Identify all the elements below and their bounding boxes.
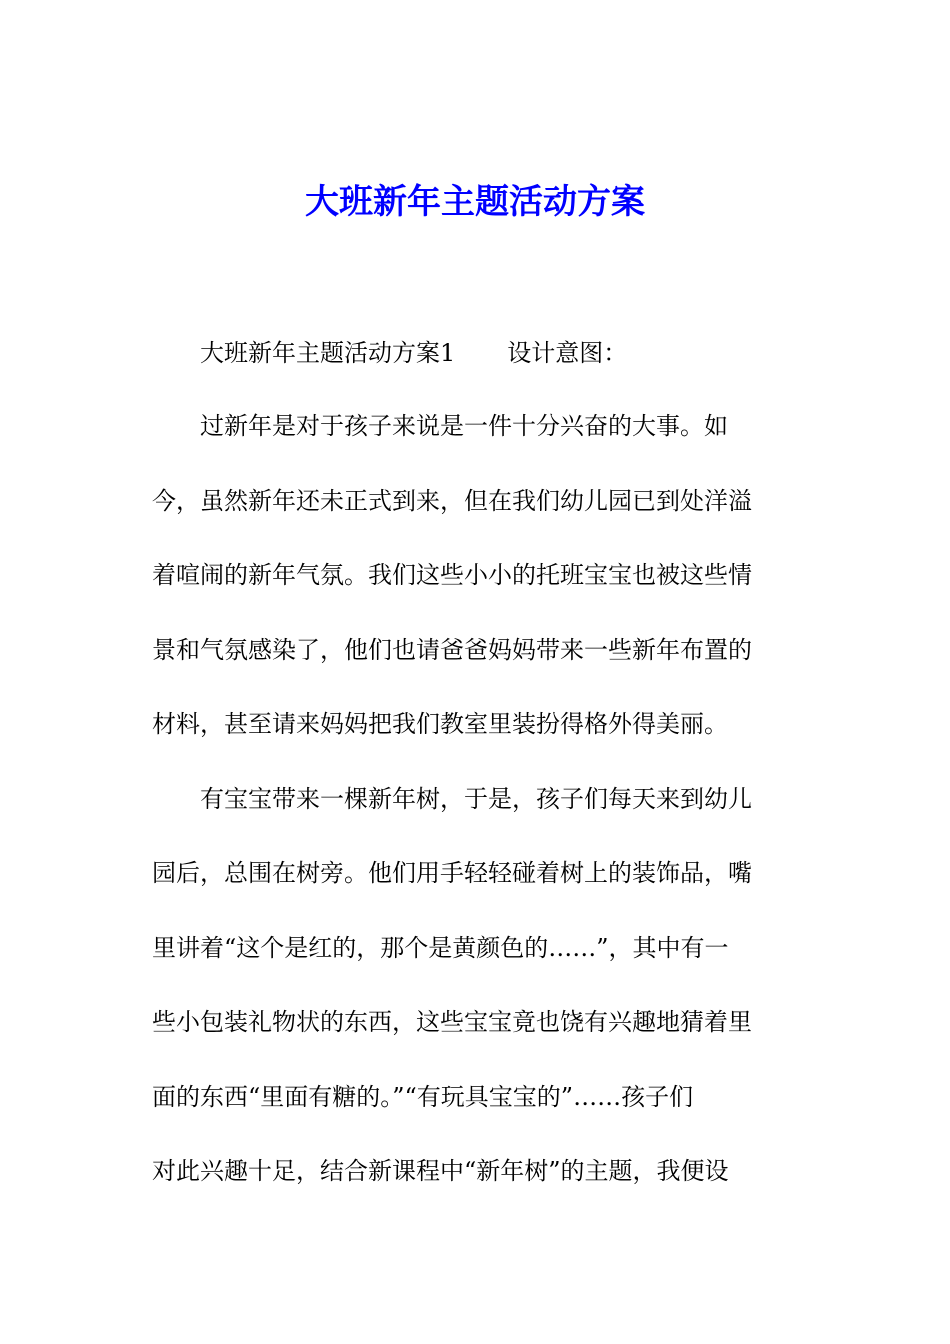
text-segment: 大班新年主题活动方案1 [200,339,456,367]
text-line: 园后，总围在树旁。他们用手轻轻碰着树上的装饰品，嘴 [152,859,752,887]
text-line: 材料，甚至请来妈妈把我们教室里装扮得格外得美丽。 [152,710,728,738]
document-title: 大班新年主题活动方案 [305,182,645,222]
text-line: 对此兴趣十足，结合新课程中“新年树”的主题，我便设 [152,1157,729,1185]
text-line: 过新年是对于孩子来说是一件十分兴奋的大事。如 [200,412,728,440]
text-line [200,333,792,373]
text-line: 里讲着“这个是红的，那个是黄颜色的……”，其中有一 [152,934,729,962]
text-line: 些小包装礼物状的东西，这些宝宝竟也饶有兴趣地猜着里 [152,1008,752,1036]
text-line: 着喧闹的新年气氛。我们这些小小的托班宝宝也被这些情 [152,561,752,589]
text-line: 面的东西“里面有糖的。”“有玩具宝宝的”……孩子们 [152,1083,694,1111]
text-segment: 设计意图： [507,339,628,367]
text-line: 今，虽然新年还未正式到来，但在我们幼儿园已到处洋溢 [152,487,752,515]
text-line: 景和气氛感染了，他们也请爸爸妈妈带来一些新年布置的 [152,636,752,664]
text-line: 有宝宝带来一棵新年树，于是，孩子们每天来到幼儿 [200,785,752,813]
